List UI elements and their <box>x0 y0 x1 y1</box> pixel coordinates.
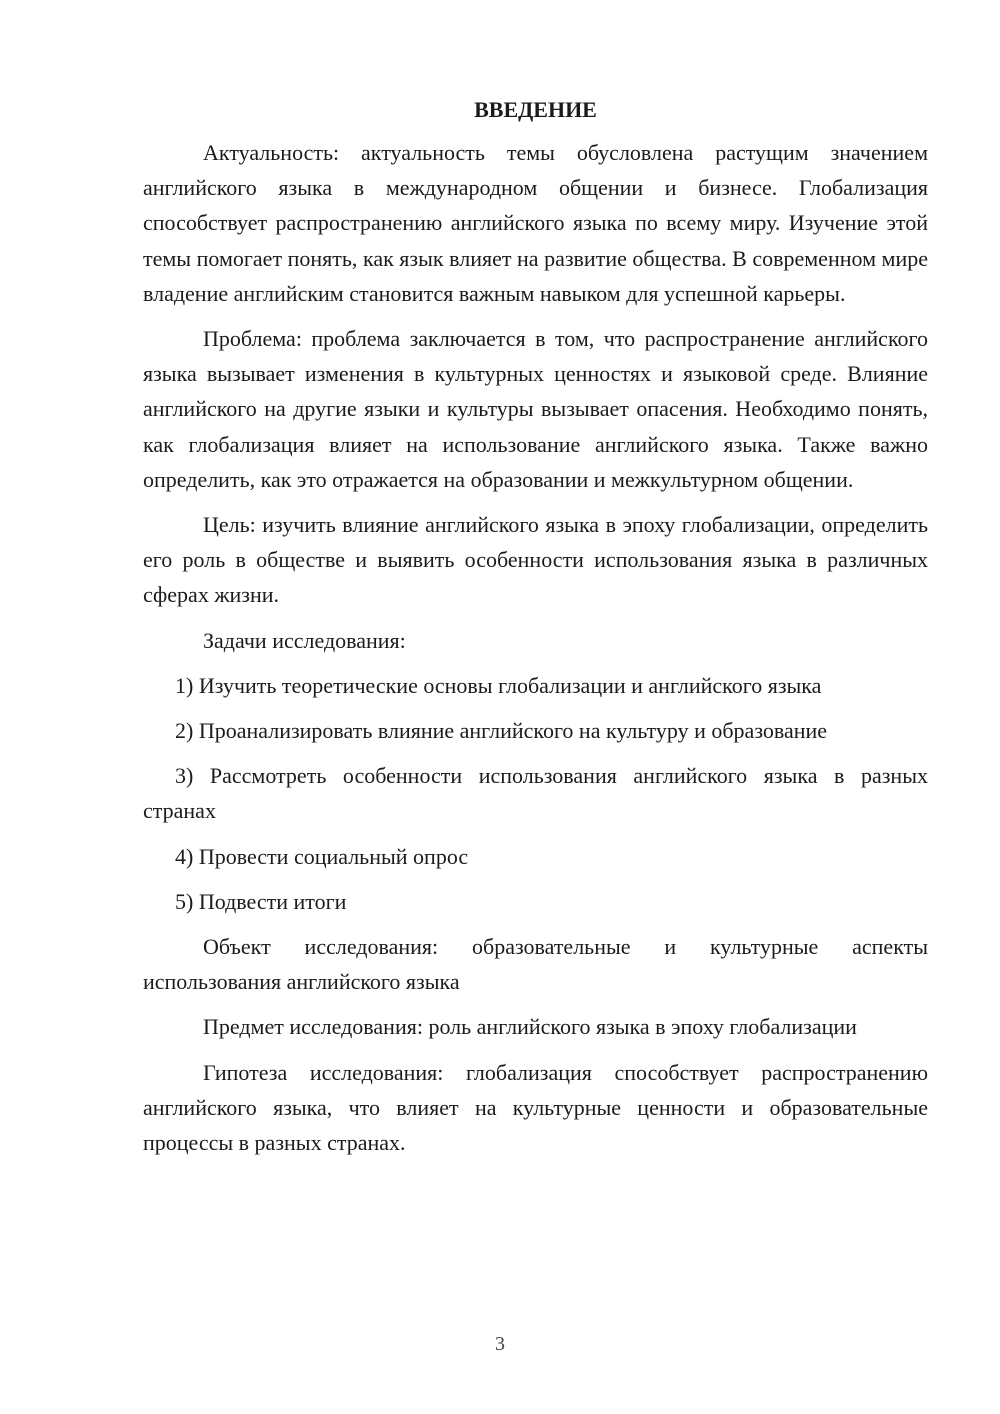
list-item: 2) Проанализировать влияние английского на культуру и образование <box>175 718 828 744</box>
page-title: ВВЕДЕНИЕ <box>474 97 597 122</box>
list-item: 4) Провести социальный опрос <box>175 843 469 869</box>
list-item: 1) Изучить теоретические основы глобализации и английского языка <box>175 672 822 698</box>
paragraph-object: Объект исследования: образовательные и культурные аспекты использования английского языка <box>143 934 928 995</box>
paragraph-goal: Цель: изучить влияние английского языка в эпоху глобализации, определить его роль в обществе и выявить особенности использования языка в различных сферах жизни. <box>143 512 928 608</box>
list-item: 3) Рассмотреть особенности использования английского языка в разных странах <box>143 763 928 824</box>
paragraph-hypothesis: Гипотеза исследования: глобализация способствует распространению английского языка, что влияет на культурные ценности и образовательные процессы в разных странах. <box>143 1059 928 1156</box>
paragraph-problem: Проблема: проблема заключается в том, что распространение английского языка вызывает изменения в культурных ценностях и языковой среде. Влияние английского на другие языки и культуры вызывает опасения. Необходимо понять, как глобализация влияет на использование английского языка. Также важно определить, как это отражается на образовании и межкультурном общении. <box>143 326 928 492</box>
paragraph-relevance: Актуальность: актуальность темы обусловлена растущим значением английского языка в международном общении и бизнесе. Глобализация способствует распространению английского языка по всему миру. Изучение этой темы помогает понять, как язык влияет на развитие общества. В современном мире владение английским становится важным навыком для успешной карьеры. <box>143 140 928 306</box>
list-item: 5) Подвести итоги <box>175 888 347 914</box>
document-page <box>143 92 928 1170</box>
paragraph-subject: Предмет исследования: роль английского языка в эпоху глобализации <box>203 1014 857 1040</box>
page-number: 3 <box>495 1333 505 1355</box>
tasks-heading: Задачи исследования: <box>203 627 406 653</box>
